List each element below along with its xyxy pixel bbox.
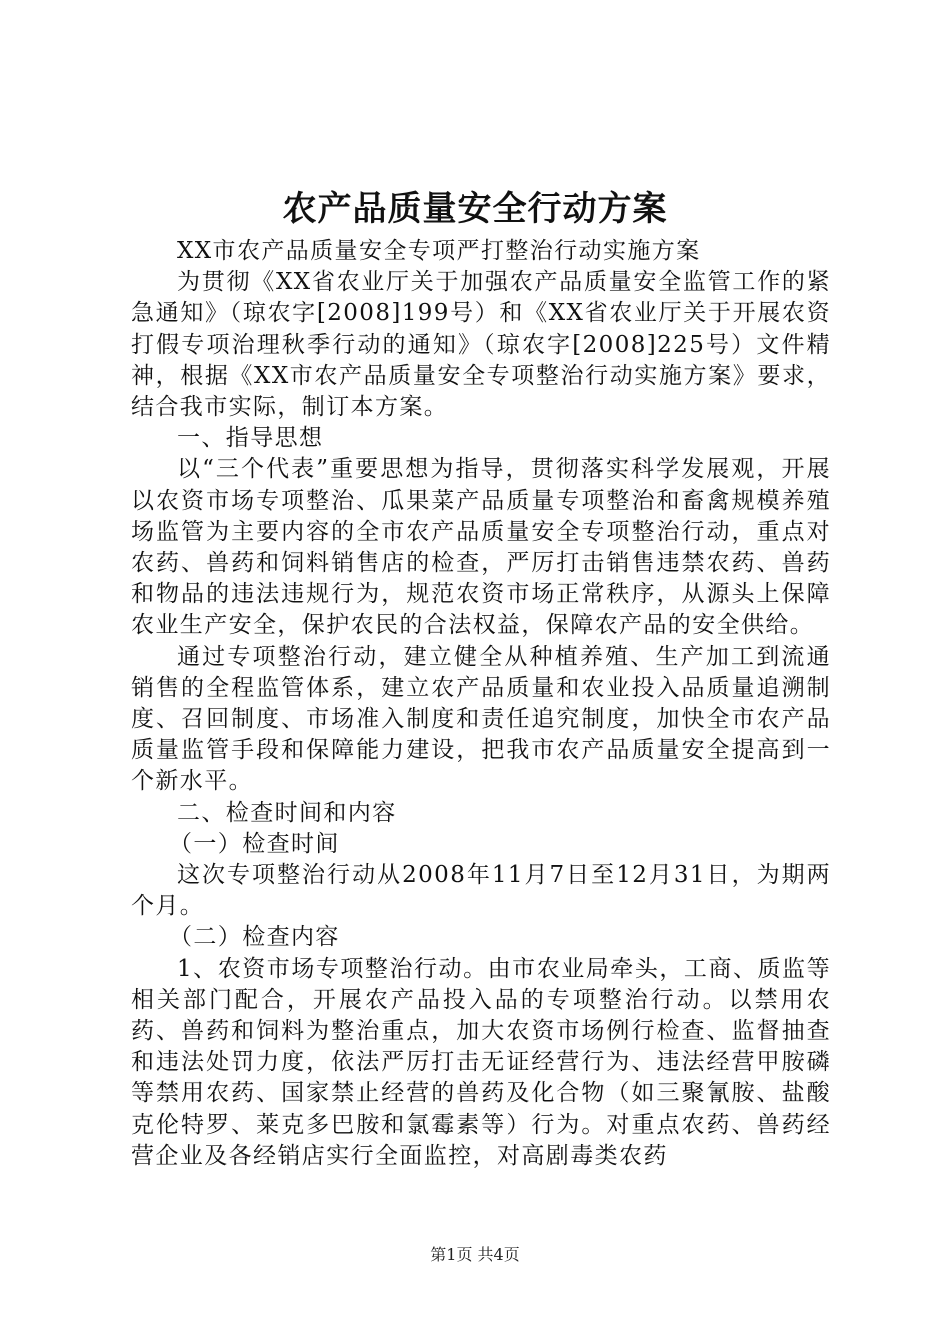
paragraph-intro: 为贯彻《XX省农业厅关于加强农产品质量安全监管工作的紧急通知》（琼农字[2008]199号）和《XX省农业厅关于开展农资打假专项治理秋季行动的通知》（琼农字[2008]225号）文件精神，根据《XX市农产品质量安全专项整治行动实施方案》要求，结合我市实际，制订本方案。 (131, 269, 831, 421)
section-heading-guiding-ideology: 一、指导思想 (177, 425, 324, 452)
page-number-footer: 第1页 共4页 (430, 1245, 520, 1264)
paragraph-inspection-content-1: 1、农资市场专项整治行动。由市农业局牵头，工商、质监等相关部门配合，开展农产品投入品的专项整治行动。以禁用农药、兽药和饲料为整治重点，加大农资市场例行检查、监督抽查和违法处罚力度，依法严厉打击无证经营行为、违法经营甲胺磷等禁用农药、国家禁止经营的兽药及化合物（如三聚氰胺、盐酸克伦特罗、莱克多巴胺和氯霉素等）行为。对重点农药、兽药经营企业及各经销店实行全面监控，对高剧毒类农药 (131, 955, 831, 1169)
subsection-heading-inspection-content: （二）检查内容 (169, 924, 340, 951)
paragraph-inspection-time: 这次专项整治行动从2008年11月7日至12月31日，为期两个月。 (131, 862, 831, 920)
paragraph-goals: 通过专项整治行动，建立健全从种植养殖、生产加工到流通销售的全程监管体系，建立农产品质量和农业投入品质量追溯制度、召回制度、市场准入制度和责任追究制度，加快全市农产品质量监管手段和保障能力建设，把我市农产品质量安全提高到一个新水平。 (131, 643, 831, 795)
document-body (131, 236, 831, 1172)
document-title: 农产品质量安全行动方案 (282, 189, 668, 229)
section-heading-time-and-content: 二、检查时间和内容 (177, 799, 397, 826)
subsection-heading-inspection-time: （一）检查时间 (169, 830, 340, 857)
document-subtitle: XX市农产品质量安全专项严打整治行动实施方案 (177, 238, 701, 264)
paragraph-guiding-ideology: 以“三个代表”重要思想为指导，贯彻落实科学发展观，开展以农资市场专项整治、瓜果菜产品质量专项整治和畜禽规模养殖场监管为主要内容的全市农产品质量安全专项整治行动，重点对农药、兽药和饲料销售店的检查，严厉打击销售违禁农药、兽药和物品的违法违规行为，规范农资市场正常秩序，从源头上保障农业生产安全，保护农民的合法权益，保障农产品的安全供给。 (131, 456, 831, 639)
